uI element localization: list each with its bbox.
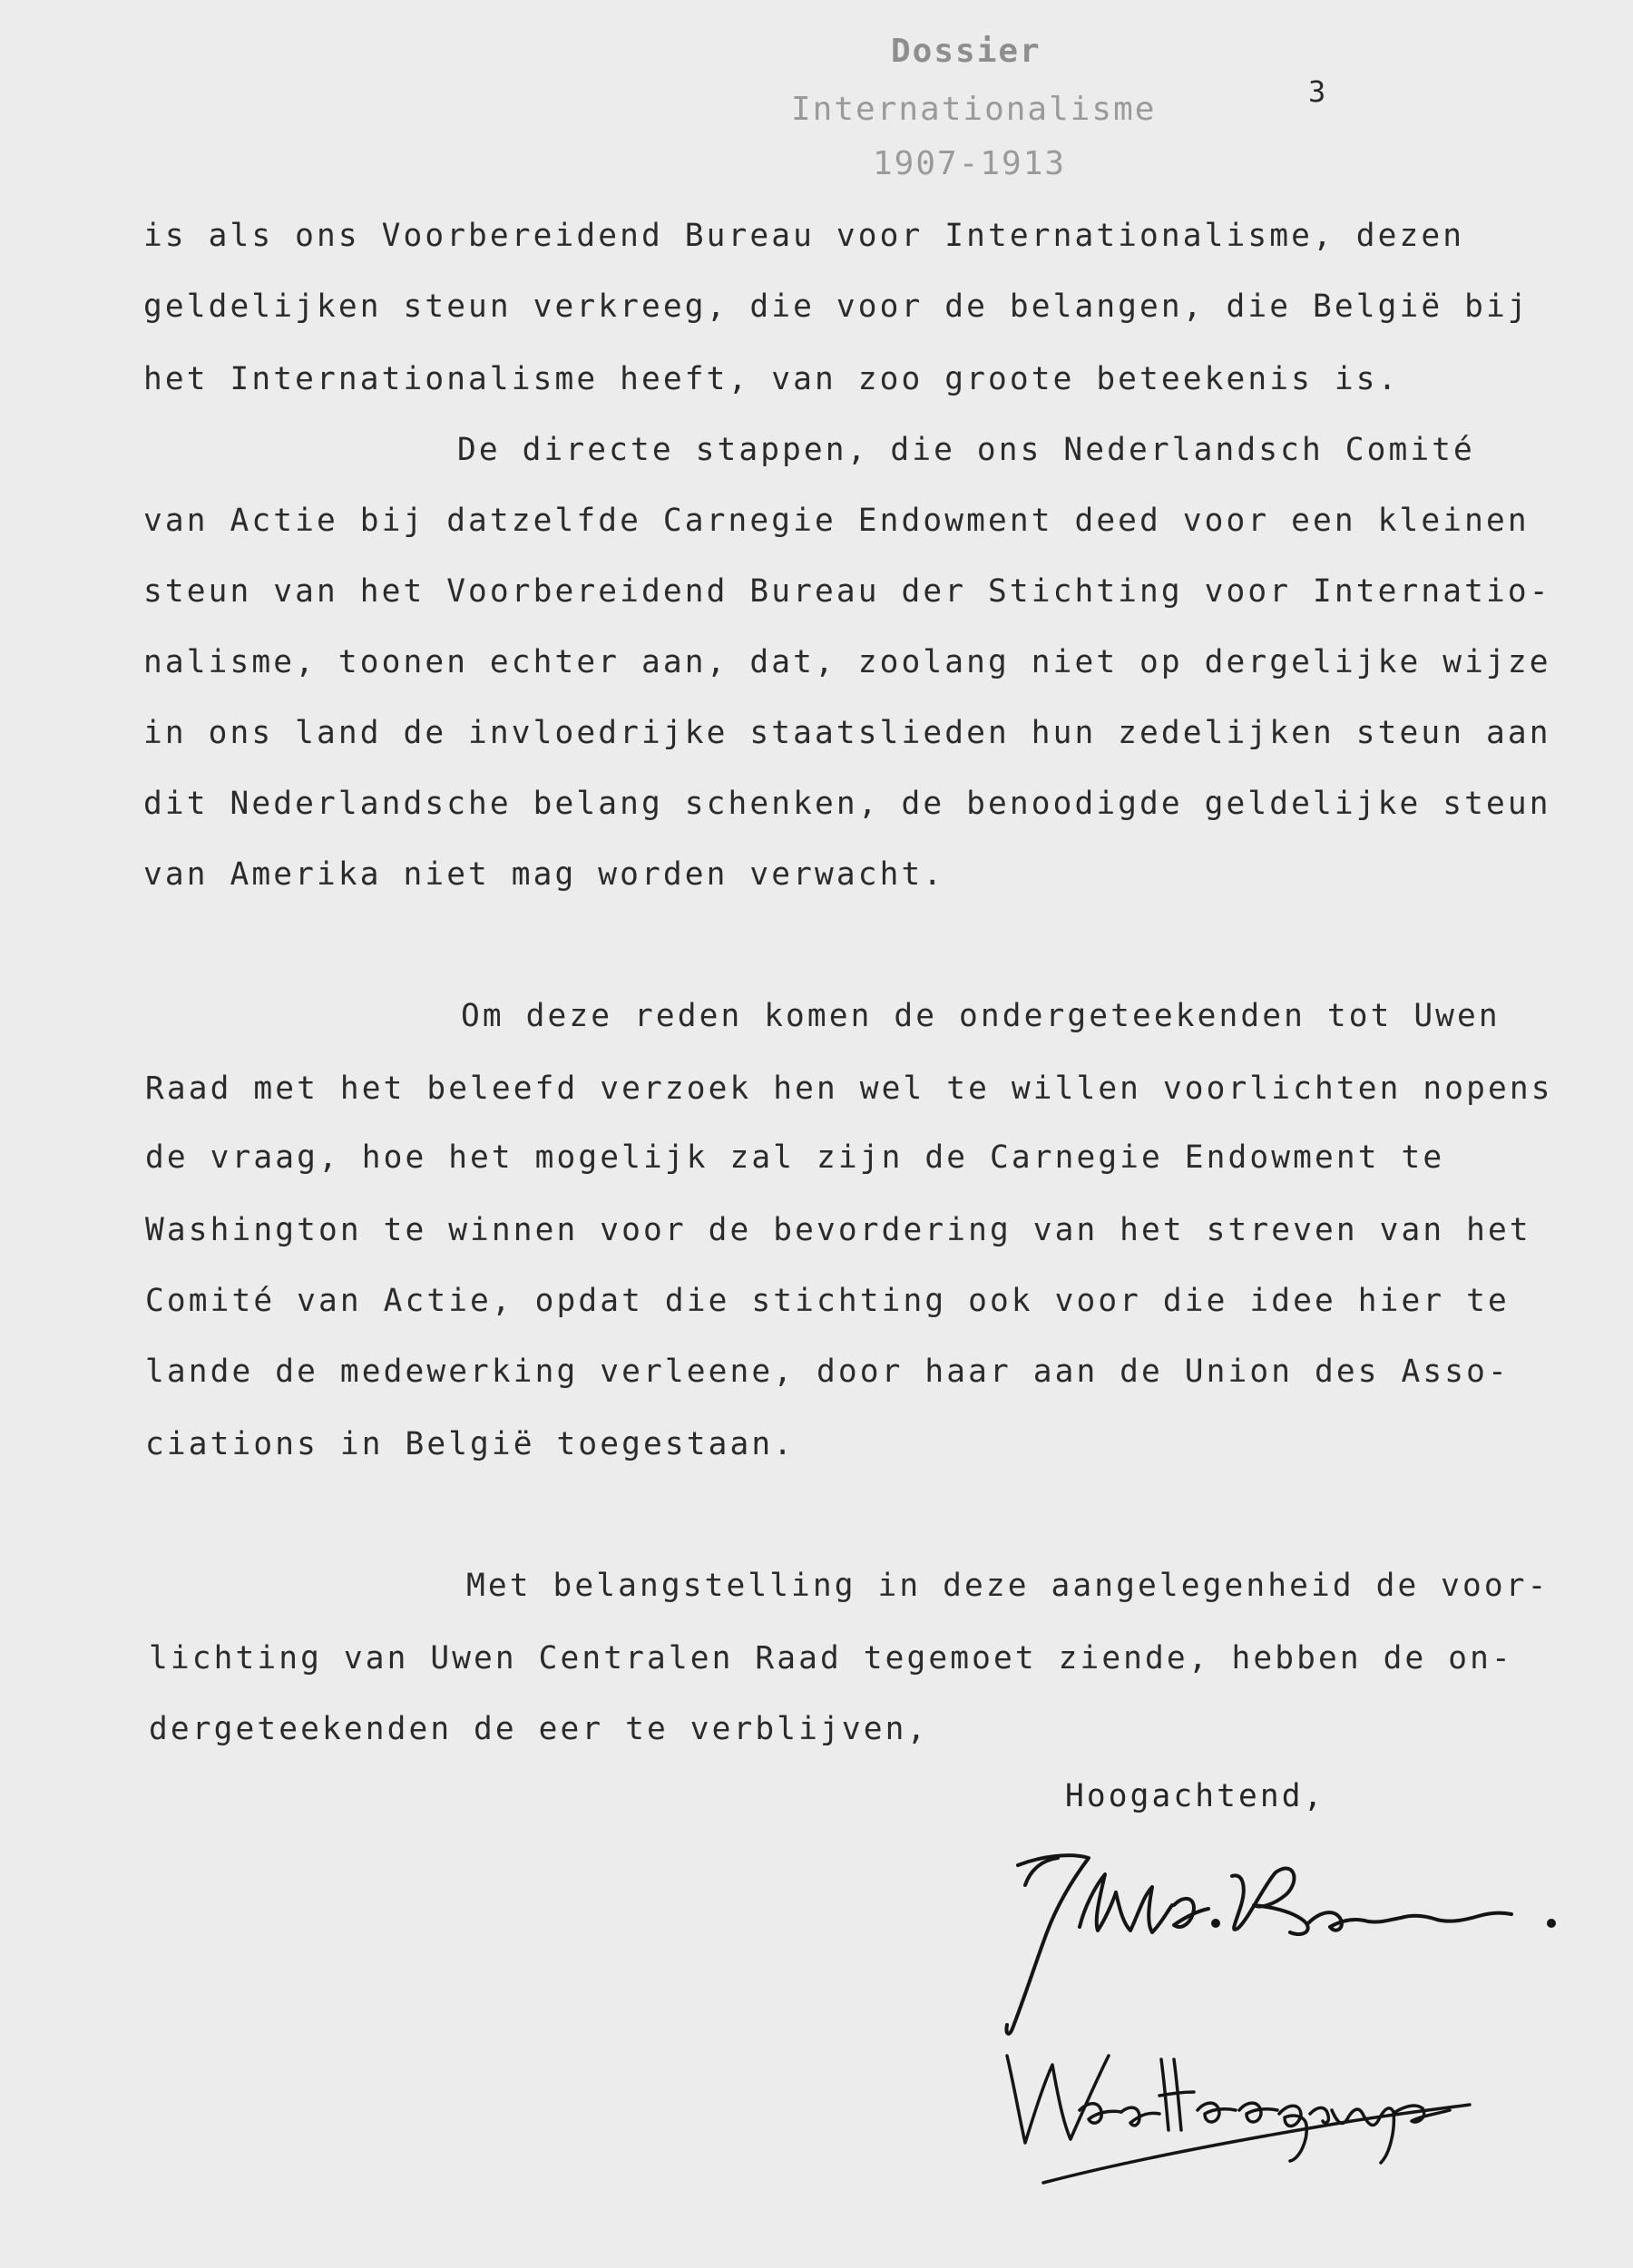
archive-stamp-subject: Internationalisme xyxy=(791,91,1157,128)
body-text-line: van Actie bij datzelfde Carnegie Endowment deed voor een kleinen xyxy=(143,503,1530,539)
body-text-line: De directe stappen, die ons Nederlandsch Comité xyxy=(457,432,1475,468)
page-number: 3 xyxy=(1308,74,1326,109)
body-text-line: nalisme, toonen echter aan, dat, zoolang niet op dergelijke wijze xyxy=(143,644,1551,680)
closing-salutation: Hoogachtend, xyxy=(1065,1778,1325,1814)
body-text-line: Om deze reden komen de ondergeteekenden tot Uwen xyxy=(461,998,1501,1034)
body-text-line: lande de medewerking verleene, door haar aan de Union des Asso- xyxy=(145,1354,1510,1390)
body-text-line: Raad met het beleefd verzoek hen wel te willen voorlichten nopens xyxy=(145,1070,1553,1107)
signature-van-hoogenhuyze xyxy=(989,2023,1497,2195)
archive-stamp-title: Dossier xyxy=(891,33,1041,70)
body-text-line: is als ons Voorbereidend Bureau voor Internationalisme, dezen xyxy=(143,218,1465,254)
body-text-line: steun van het Voorbereidend Bureau der Stichting voor Internatio- xyxy=(143,573,1551,610)
archive-stamp-years: 1907-1913 xyxy=(873,145,1067,182)
body-text-line: Washington te winnen voor de bevordering van het streven van het xyxy=(145,1212,1531,1248)
body-text-line: geldelijken steun verkreeg, die voor de belangen, die België bij xyxy=(143,288,1530,325)
signature-ter-meulen xyxy=(971,1833,1588,2050)
body-text-line: dit Nederlandsche belang schenken, de benoodigde geldelijke steun xyxy=(143,786,1551,822)
body-text-line: lichting van Uwen Centralen Raad tegemoet ziende, hebben de on- xyxy=(149,1640,1513,1677)
body-text-line: dergeteekenden de eer te verblijven, xyxy=(149,1711,929,1747)
body-text-line: in ons land de invloedrijke staatslieden hun zedelijken steun aan xyxy=(143,715,1551,751)
body-text-line: van Amerika niet mag worden verwacht. xyxy=(143,856,945,893)
body-text-line: het Internationalisme heeft, van zoo groote beteekenis is. xyxy=(143,361,1400,397)
body-text-line: ciations in België toegestaan. xyxy=(145,1426,796,1462)
body-text-line: Comité van Actie, opdat die stichting ook voor die idee hier te xyxy=(145,1283,1510,1319)
body-text-line: Met belangstelling in deze aangelegenheid de voor- xyxy=(466,1568,1550,1604)
body-text-line: de vraag, hoe het mogelijk zal zijn de Carnegie Endowment te xyxy=(145,1139,1445,1176)
